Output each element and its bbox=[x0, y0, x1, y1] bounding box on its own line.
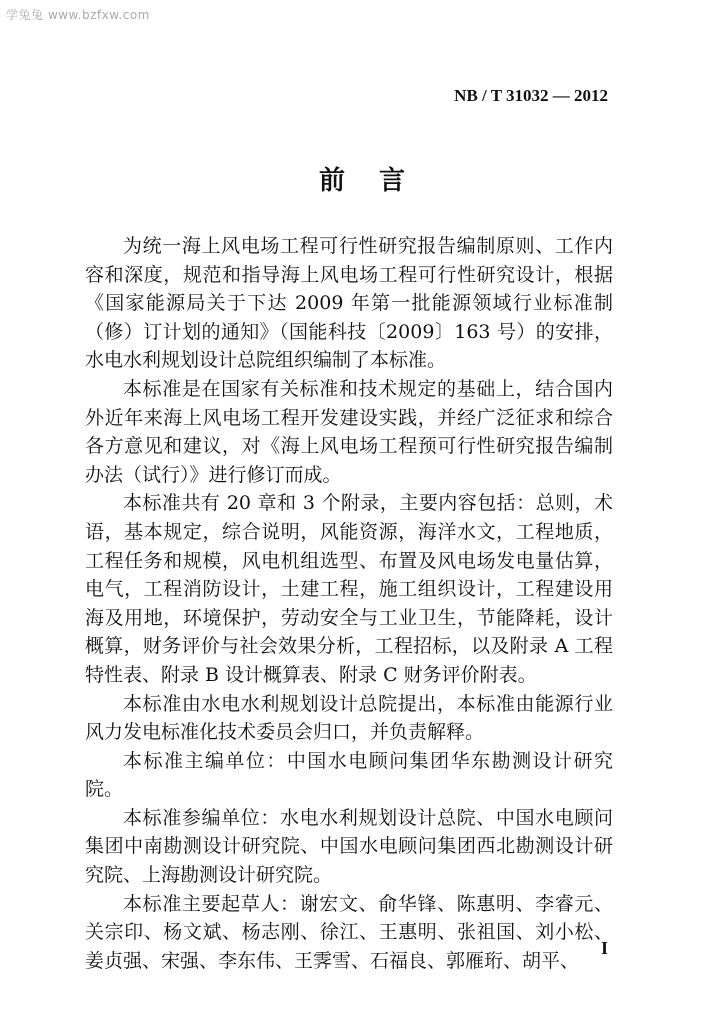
standard-number: NB / T 31032 — 2012 bbox=[454, 86, 608, 105]
paragraph-basis: 本标准是在国家有关标准和技术规定的基础上，结合国内外近年来海上风电场工程开发建设实践，并经广泛征求和综合各方意见和建议，对《海上风电场工程预可行性研究报告编制办法（试行）》进行修订而成。 bbox=[85, 377, 613, 486]
page-title: 前言 bbox=[318, 166, 439, 196]
preface-body bbox=[85, 232, 613, 975]
page-number: I bbox=[600, 938, 608, 958]
paragraph-drafters: 本标准主要起草人：谢宏文、俞华锋、陈惠明、李睿元、关宗印、杨文斌、杨志刚、徐江、王惠明、张祖国、刘小松、姜贞强、宋强、李东伟、王霁雪、石福良、郭雁珩、胡平、 bbox=[85, 892, 613, 972]
paragraph-contents: 本标准共有 20 章和 3 个附录，主要内容包括：总则，术语，基本规定，综合说明，风能资源，海洋水文，工程地质，工程任务和规模，风电机组选型、布置及风电场发电量估算，电气，工程消防设计，土建工程，施工组织设计，工程建设用海及用地，环境保护，劳动安全与工业卫生，节能降耗，设计概算，财务评价与社会效果分析，工程招标，以及附录 A 工程特性表、附录 B 设计概算表、附录 C 财务评价附表。 bbox=[85, 492, 613, 686]
watermark-text: 学兔兔 www.bzfxw.com bbox=[6, 8, 150, 22]
paragraph-participants: 本标准参编单位：水电水利规划设计总院、中国水电顾问集团中南勘测设计研究院、中国水电顾问集团西北勘测设计研究院、上海勘测设计研究院。 bbox=[85, 806, 613, 887]
paragraph-proposer: 本标准由水电水利规划设计总院提出，本标准由能源行业风力发电标准化技术委员会归口，并负责解释。 bbox=[85, 692, 613, 744]
paragraph-purpose: 为统一海上风电场工程可行性研究报告编制原则、工作内容和深度，规范和指导海上风电场工程可行性研究设计，根据《国家能源局关于下达 2009 年第一批能源领域行业标准制（修）订计划的通知》（国能科技〔2009〕163 号）的安排，水电水利规划设计总院组织编制了本标准。 bbox=[85, 235, 613, 372]
paragraph-chief-editor: 本标准主编单位：中国水电顾问集团华东勘测设计研究院。 bbox=[85, 749, 613, 801]
